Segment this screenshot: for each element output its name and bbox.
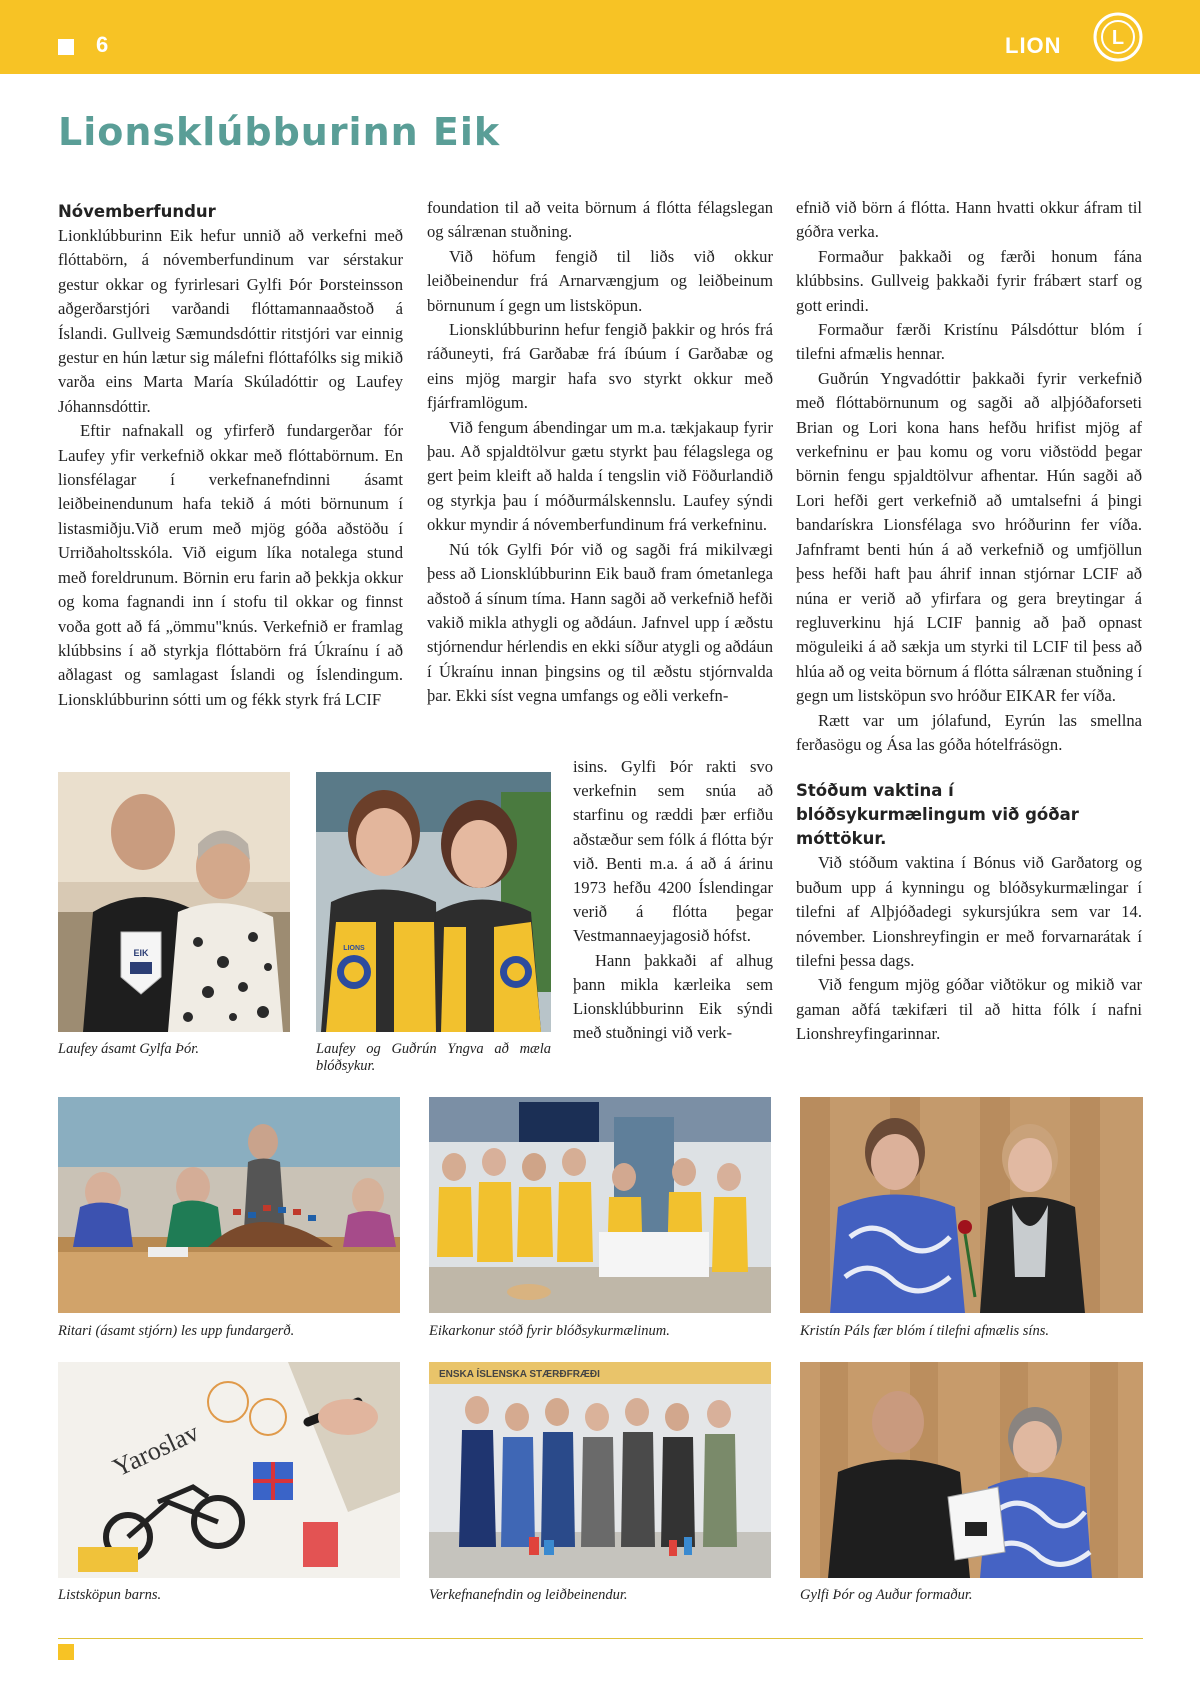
page-number: 6 (96, 32, 109, 57)
photo-caption: Laufey og Guðrún Yngva að mæla blóðsykur. (316, 1041, 551, 1074)
photo-caption: Ritari (ásamt stjórn) les upp fundargerð. (58, 1323, 295, 1339)
photo-caption: Verkefnanefndin og leiðbeinendur. (429, 1587, 628, 1603)
paragraph: isins. Gylfi Þór rakti svo verkefnin sem snúa að starfinu og ræddi þær erfiðu aðstæður sem fólk á flótta býr við. Benti m.a. á að á árinu 1973 hefðu 4200 Íslendingar verið á flótta þegar Vestmannaeyjagosið hófst. (573, 757, 773, 946)
photo-committee-group (429, 1362, 771, 1578)
paragraph: Við höfum fengið til liðs við okkur leiðbeinendur frá Arnarvængjum og leiðbeinum börnunum í gegn um listsköpun. (427, 246, 773, 315)
vest-text: LIONS (343, 945, 365, 952)
paragraph: Lionsklúbburinn hefur fengið þakkir og hrós frá ráðuneyti, frá Garðabæ frá íbúum í Garðabæ og eins mjög margir hafa svo styrkt okkur með fjárframlögum. (427, 320, 773, 413)
paragraph: Formaður færði Kristínu Pálsdóttur blóm í tilefni afmælis hennar. (796, 320, 1142, 364)
paragraph: efnið við börn á flótta. Hann hvatti okkur áfram til góðra verka. (796, 198, 1142, 242)
section-heading: Nóvemberfundur (58, 202, 216, 221)
pennant-text: EIK (133, 948, 149, 958)
photo-laufey-gylfi (58, 772, 290, 1032)
photo-caption: Kristín Páls fær blóm í tilefni afmælis síns. (800, 1323, 1049, 1339)
text-column-2 (427, 196, 773, 709)
magazine-name: LION (1005, 33, 1062, 58)
drawing-text: Yaroslav (108, 1417, 204, 1483)
paragraph: Lionklúbburinn Eik hefur unnið að verkefni með flóttabörn, á nóvemberfundinum var sérstakur gestur okkar og fyrirlesari Gylfi Þór Þorsteinsson aðgerðarstjóri varðandi flóttamannaaðstoð á Íslandi. Gullveig Sæmundsdóttir ritstjóri var einnig gestur en hún lætur sig málefni flóttafólks sig mikið varða eins Marta María Skúladóttir og Laufey Jóhannsdóttir. (58, 226, 403, 416)
text-column-1 (58, 200, 403, 712)
footer-square-marker (58, 1644, 74, 1660)
paragraph: Formaður þakkaði og færði honum fána klúbbsins. Gullveig þakkaði fyrir frábært starf og gott erindi. (796, 246, 1142, 315)
paragraph: Hann þakkaði af alhug þann mikla kærleika sem Lionsklúbburinn Eik sýndi með stuðningi við verk- (573, 950, 773, 1043)
photo-gylfi-audur (800, 1362, 1143, 1578)
paragraph: Rætt var um jólafund, Eyrún las smellna ferðasögu og Ása las góða hótelfrásögn. (796, 710, 1142, 754)
photo-meeting-minutes (58, 1097, 400, 1313)
photo-caption: Laufey ásamt Gylfa Þór. (58, 1041, 199, 1057)
photo-caption: Eikarkonur stóð fyrir blóðsykurmælinum. (429, 1323, 670, 1339)
svg-text:L: L (1111, 27, 1125, 49)
photo-caption: Gylfi Þór og Auður formaður. (800, 1587, 973, 1603)
paragraph: foundation til að veita börnum á flótta félagslegan og sálrænan stuðning. (427, 198, 773, 242)
page-header (0, 0, 1200, 74)
header-square-marker (58, 39, 74, 55)
photo-kristin-flowers (800, 1097, 1143, 1313)
paragraph: Eftir nafnakall og yfirferð fundargerðar fór Laufey yfir verkefnið okkar með flóttabörnum. En lionsfélagar í verkefnanefndinni ásamt leiðbeinendunum hafa tekið á móti börnunum í listasmiðju.Við erum með mjög góða aðstöðu í Urriðaholtsskóla. Við eigum líka notalega stund með foreldrunum. Börnin eru farin að þekkja okkur og koma fagnandi inn í stofu til okkar og finnst voða gott að fá „ömmu"knús. Verkefnið er framlag klúbbsins í að styrkja flóttabörn frá Úkraínu í að aðlagast og samlagast Íslandi og Íslendingum. Lionsklúbburinn sótti um og fékk styrk frá LCIF (58, 421, 403, 709)
paragraph: Við stóðum vaktina í Bónus við Garðatorg og buðum upp á kynningu og blóðsykurmælingar í tilefni af Alþjóðadegi sykursjúkra sem var 14. nóvember. Lionshreyfingin er með forvarnarátak í tilefni þessa dags. (796, 853, 1142, 970)
photo-child-art (58, 1362, 400, 1578)
photo-caption: Listsköpun barns. (58, 1587, 162, 1603)
footer-rule (58, 1638, 1143, 1639)
paragraph: Við fengum mjög góðar viðtökur og mikið var gaman aðfá tækifæri til að hitta fólk í nafni Lionshreyfingarinnar. (796, 975, 1142, 1044)
photo-laufey-gudrun (316, 772, 551, 1032)
article-title: Lionsklúbburinn Eik (58, 110, 501, 154)
classroom-banner-text: ENSKA ÍSLENSKA STÆRÐFRÆÐI (439, 1369, 600, 1380)
paragraph: Nú tók Gylfi Þór við og sagði frá mikilvægi þess að Lionsklúbburinn Eik bauð fram ómetanlega aðstoð á sínum tíma. Hann sagði að verkefnið hefði vakið mikla athygli og aðdáun. Jafnvel upp í æðstu stjórnendur hérlendis en ekki síður atygli og aðdáun í Úkraínu innan þingsins og til æðstu stjórnvalda þar. Ekki síst vegna umfangs og eðli verkefn- (427, 539, 773, 706)
lions-logo-icon (1093, 12, 1143, 62)
photo-blood-sugar-team (429, 1097, 771, 1313)
paragraph: Guðrún Yngvadóttir þakkaði fyrir verkefnið með flóttabörnunum og sagði að alþjóðaforseti Brian og Lori kona hans hefðu hrifist mjög af verkefninu er þau komu og voru viðstödd þegar börnin fengu spjaldtölvur afhentar. Hún sagði að Lori hefði gert verkefnið að umtalsefni á þingi bandarískra Lionsfélaga svo hróðurinn fer víða. Jafnframt benti hún á að verkefnið og umfjöllun þess hefði haft þau áhrif innan stjórnar LCIF að núna er verið að yfirfara og gera breytingar á regluverkinu hjá LCIF þannig að það opnast möguleiki á að sækja um styrki til LCIF til þess að hlúa að og veita börnum á flótta sálrænan stuðning í gegn um listsköpun svo hróður EIKAR fer víða. (796, 368, 1142, 706)
text-column-2-continued (573, 755, 773, 1045)
paragraph: Við fengum ábendingar um m.a. tækjakaup fyrir þau. Að spjaldtölvur gætu styrkt þau félagslega og gert þeim kleift að halda í tengslin við Föðurlandið og styrkja þau í móðurmálskennslu. Laufey sýndi okkur myndir á nóvemberfundinum frá verkefninu. (427, 417, 773, 535)
section-heading: Stóðum vaktina í blóðsykurmælingum við góðar móttökur. (796, 781, 1079, 849)
text-column-3 (796, 196, 1142, 1047)
